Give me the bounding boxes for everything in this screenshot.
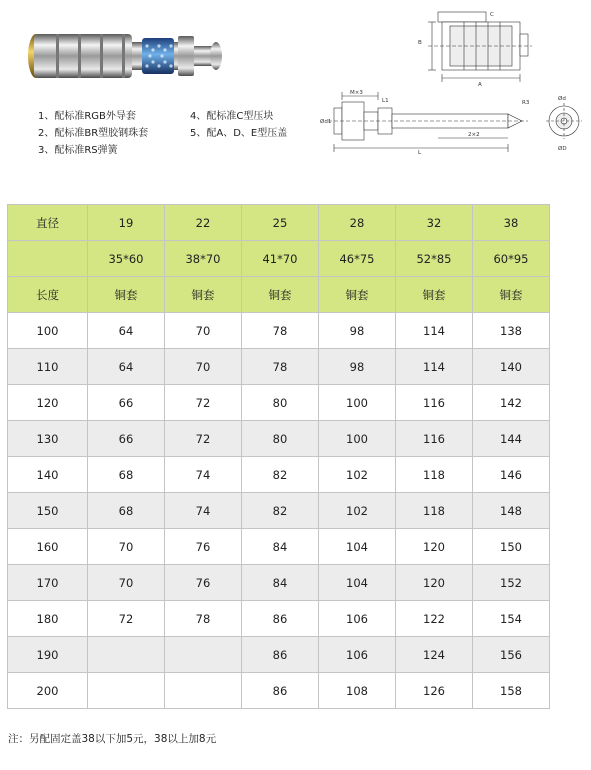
sleeve-length-cell: 120 xyxy=(396,565,473,601)
size-label-empty xyxy=(8,241,88,277)
sleeve-length-cell: 76 xyxy=(165,565,242,601)
sleeve-section-drawing xyxy=(428,12,532,82)
dim-label: M×3 xyxy=(350,90,363,96)
table-row xyxy=(8,385,550,421)
dim-label: Ød xyxy=(558,96,566,102)
sleeve-length-cell: 78 xyxy=(242,349,319,385)
sleeve-length-cell: 104 xyxy=(319,565,396,601)
sleeve-length-cell: 64 xyxy=(88,313,165,349)
sleeve-length-cell: 114 xyxy=(396,349,473,385)
table-row xyxy=(8,493,550,529)
sleeve-length-cell: 108 xyxy=(319,673,396,709)
retainer-ring xyxy=(178,36,194,76)
sleeve-length-cell: 100 xyxy=(319,385,396,421)
sleeve-label: 铜套 xyxy=(473,277,550,313)
sleeve-label: 铜套 xyxy=(242,277,319,313)
sleeve-length-cell xyxy=(88,637,165,673)
dim-label: B xyxy=(418,40,422,46)
sleeve-length-cell: 140 xyxy=(473,349,550,385)
ball-cage xyxy=(142,38,174,74)
sleeve-length-cell: 64 xyxy=(88,349,165,385)
dim-label: A xyxy=(478,82,482,88)
sleeve-length-cell: 106 xyxy=(319,601,396,637)
sleeve-label: 铜套 xyxy=(319,277,396,313)
guide-sleeve xyxy=(34,34,132,78)
table-row xyxy=(8,349,550,385)
sleeve-length-cell: 102 xyxy=(319,457,396,493)
size-cell: 41*70 xyxy=(242,241,319,277)
sleeve-length-cell: 72 xyxy=(165,385,242,421)
sleeve-length-cell: 70 xyxy=(165,313,242,349)
sleeve-length-cell: 78 xyxy=(242,313,319,349)
table-row xyxy=(8,565,550,601)
sleeve-length-cell: 66 xyxy=(88,421,165,457)
sleeve-length-cell: 150 xyxy=(473,529,550,565)
sleeve-length-cell: 72 xyxy=(88,601,165,637)
sleeve-length-cell: 72 xyxy=(165,421,242,457)
header-row-diameter xyxy=(8,205,550,241)
length-cell: 120 xyxy=(8,385,88,421)
sleeve-length-cell: 80 xyxy=(242,421,319,457)
sleeve-length-cell: 152 xyxy=(473,565,550,601)
feature-item: 2、配标准BR塑胶钢珠套 xyxy=(38,128,149,139)
length-cell: 190 xyxy=(8,637,88,673)
feature-item: 3、配标准RS弹簧 xyxy=(38,145,118,156)
header-row-length xyxy=(8,277,550,313)
sleeve-length-cell: 118 xyxy=(396,493,473,529)
dim-label: L1 xyxy=(382,98,389,104)
table-row xyxy=(8,601,550,637)
sleeve-length-cell: 114 xyxy=(396,313,473,349)
sleeve-length-cell: 158 xyxy=(473,673,550,709)
technical-drawing xyxy=(318,4,586,156)
sleeve-length-cell: 124 xyxy=(396,637,473,673)
sleeve-length-cell: 86 xyxy=(242,601,319,637)
table-row xyxy=(8,457,550,493)
length-cell: 150 xyxy=(8,493,88,529)
sleeve-length-cell: 156 xyxy=(473,637,550,673)
sleeve-length-cell: 116 xyxy=(396,385,473,421)
table-row xyxy=(8,529,550,565)
sleeve-length-cell: 116 xyxy=(396,421,473,457)
feature-item: 4、配标准C型压块 xyxy=(190,111,274,122)
sleeve-length-cell: 68 xyxy=(88,457,165,493)
size-cell: 46*75 xyxy=(319,241,396,277)
sleeve-length-cell: 74 xyxy=(165,457,242,493)
dim-label: C xyxy=(490,12,494,18)
sleeve-length-cell: 122 xyxy=(396,601,473,637)
sleeve-length-cell xyxy=(165,673,242,709)
sleeve-length-cell: 66 xyxy=(88,385,165,421)
sleeve-length-cell: 118 xyxy=(396,457,473,493)
length-cell: 140 xyxy=(8,457,88,493)
sleeve-length-cell: 106 xyxy=(319,637,396,673)
length-label: 长度 xyxy=(8,277,88,313)
sleeve-length-cell: 84 xyxy=(242,529,319,565)
sleeve-length-cell: 68 xyxy=(88,493,165,529)
sleeve-length-cell: 142 xyxy=(473,385,550,421)
length-cell: 100 xyxy=(8,313,88,349)
sleeve-label: 铜套 xyxy=(88,277,165,313)
sleeve-length-cell: 148 xyxy=(473,493,550,529)
sleeve-length-cell: 98 xyxy=(319,349,396,385)
size-cell: 52*85 xyxy=(396,241,473,277)
sleeve-length-cell: 84 xyxy=(242,565,319,601)
sleeve-length-cell: 120 xyxy=(396,529,473,565)
diameter-cell: 28 xyxy=(319,205,396,241)
table-row xyxy=(8,421,550,457)
end-view-drawing xyxy=(546,103,582,139)
size-cell: 35*60 xyxy=(88,241,165,277)
sleeve-length-cell xyxy=(165,637,242,673)
dim-label: L xyxy=(418,150,422,156)
product-photo xyxy=(22,20,232,92)
length-cell: 130 xyxy=(8,421,88,457)
sleeve-length-cell: 86 xyxy=(242,673,319,709)
sleeve-label: 铜套 xyxy=(165,277,242,313)
sleeve-length-cell: 70 xyxy=(88,529,165,565)
dim-label: R3 xyxy=(522,100,530,106)
length-cell: 200 xyxy=(8,673,88,709)
sleeve-length-cell: 82 xyxy=(242,457,319,493)
diameter-cell: 22 xyxy=(165,205,242,241)
sleeve-length-cell: 98 xyxy=(319,313,396,349)
sleeve-length-cell xyxy=(88,673,165,709)
sleeve-length-cell: 104 xyxy=(319,529,396,565)
sleeve-label: 铜套 xyxy=(396,277,473,313)
dim-label: Ød1 xyxy=(320,119,332,125)
sleeve-length-cell: 146 xyxy=(473,457,550,493)
sleeve-length-cell: 102 xyxy=(319,493,396,529)
sleeve-length-cell: 126 xyxy=(396,673,473,709)
sleeve-length-cell: 76 xyxy=(165,529,242,565)
diameter-cell: 19 xyxy=(88,205,165,241)
table-row xyxy=(8,313,550,349)
feature-item: 1、配标准RGB外导套 xyxy=(38,111,136,122)
length-cell: 180 xyxy=(8,601,88,637)
guide-post-drawing xyxy=(328,92,528,152)
sleeve-length-cell: 70 xyxy=(165,349,242,385)
length-cell: 170 xyxy=(8,565,88,601)
diameter-cell: 38 xyxy=(473,205,550,241)
length-cell: 160 xyxy=(8,529,88,565)
table-row xyxy=(8,637,550,673)
sleeve-length-cell: 100 xyxy=(319,421,396,457)
size-cell: 60*95 xyxy=(473,241,550,277)
size-cell: 38*70 xyxy=(165,241,242,277)
feature-item: 5、配A、D、E型压盖 xyxy=(190,128,288,139)
spec-table xyxy=(7,204,550,709)
sleeve-length-cell: 70 xyxy=(88,565,165,601)
sleeve-length-cell: 86 xyxy=(242,637,319,673)
dim-label: ØD xyxy=(558,146,567,152)
diameter-label: 直径 xyxy=(8,205,88,241)
post-head xyxy=(210,42,222,70)
sleeve-length-cell: 82 xyxy=(242,493,319,529)
sleeve-length-cell: 80 xyxy=(242,385,319,421)
header-row-size xyxy=(8,241,550,277)
sleeve-length-cell: 78 xyxy=(165,601,242,637)
sleeve-length-cell: 138 xyxy=(473,313,550,349)
sleeve-length-cell: 74 xyxy=(165,493,242,529)
table-row xyxy=(8,673,550,709)
sleeve-length-cell: 144 xyxy=(473,421,550,457)
diameter-cell: 25 xyxy=(242,205,319,241)
length-cell: 110 xyxy=(8,349,88,385)
dim-label: 2×2 xyxy=(468,132,480,138)
diameter-cell: 32 xyxy=(396,205,473,241)
sleeve-length-cell: 154 xyxy=(473,601,550,637)
footnote: 注：另配固定盖38以下加5元，38以上加8元 xyxy=(8,733,217,745)
